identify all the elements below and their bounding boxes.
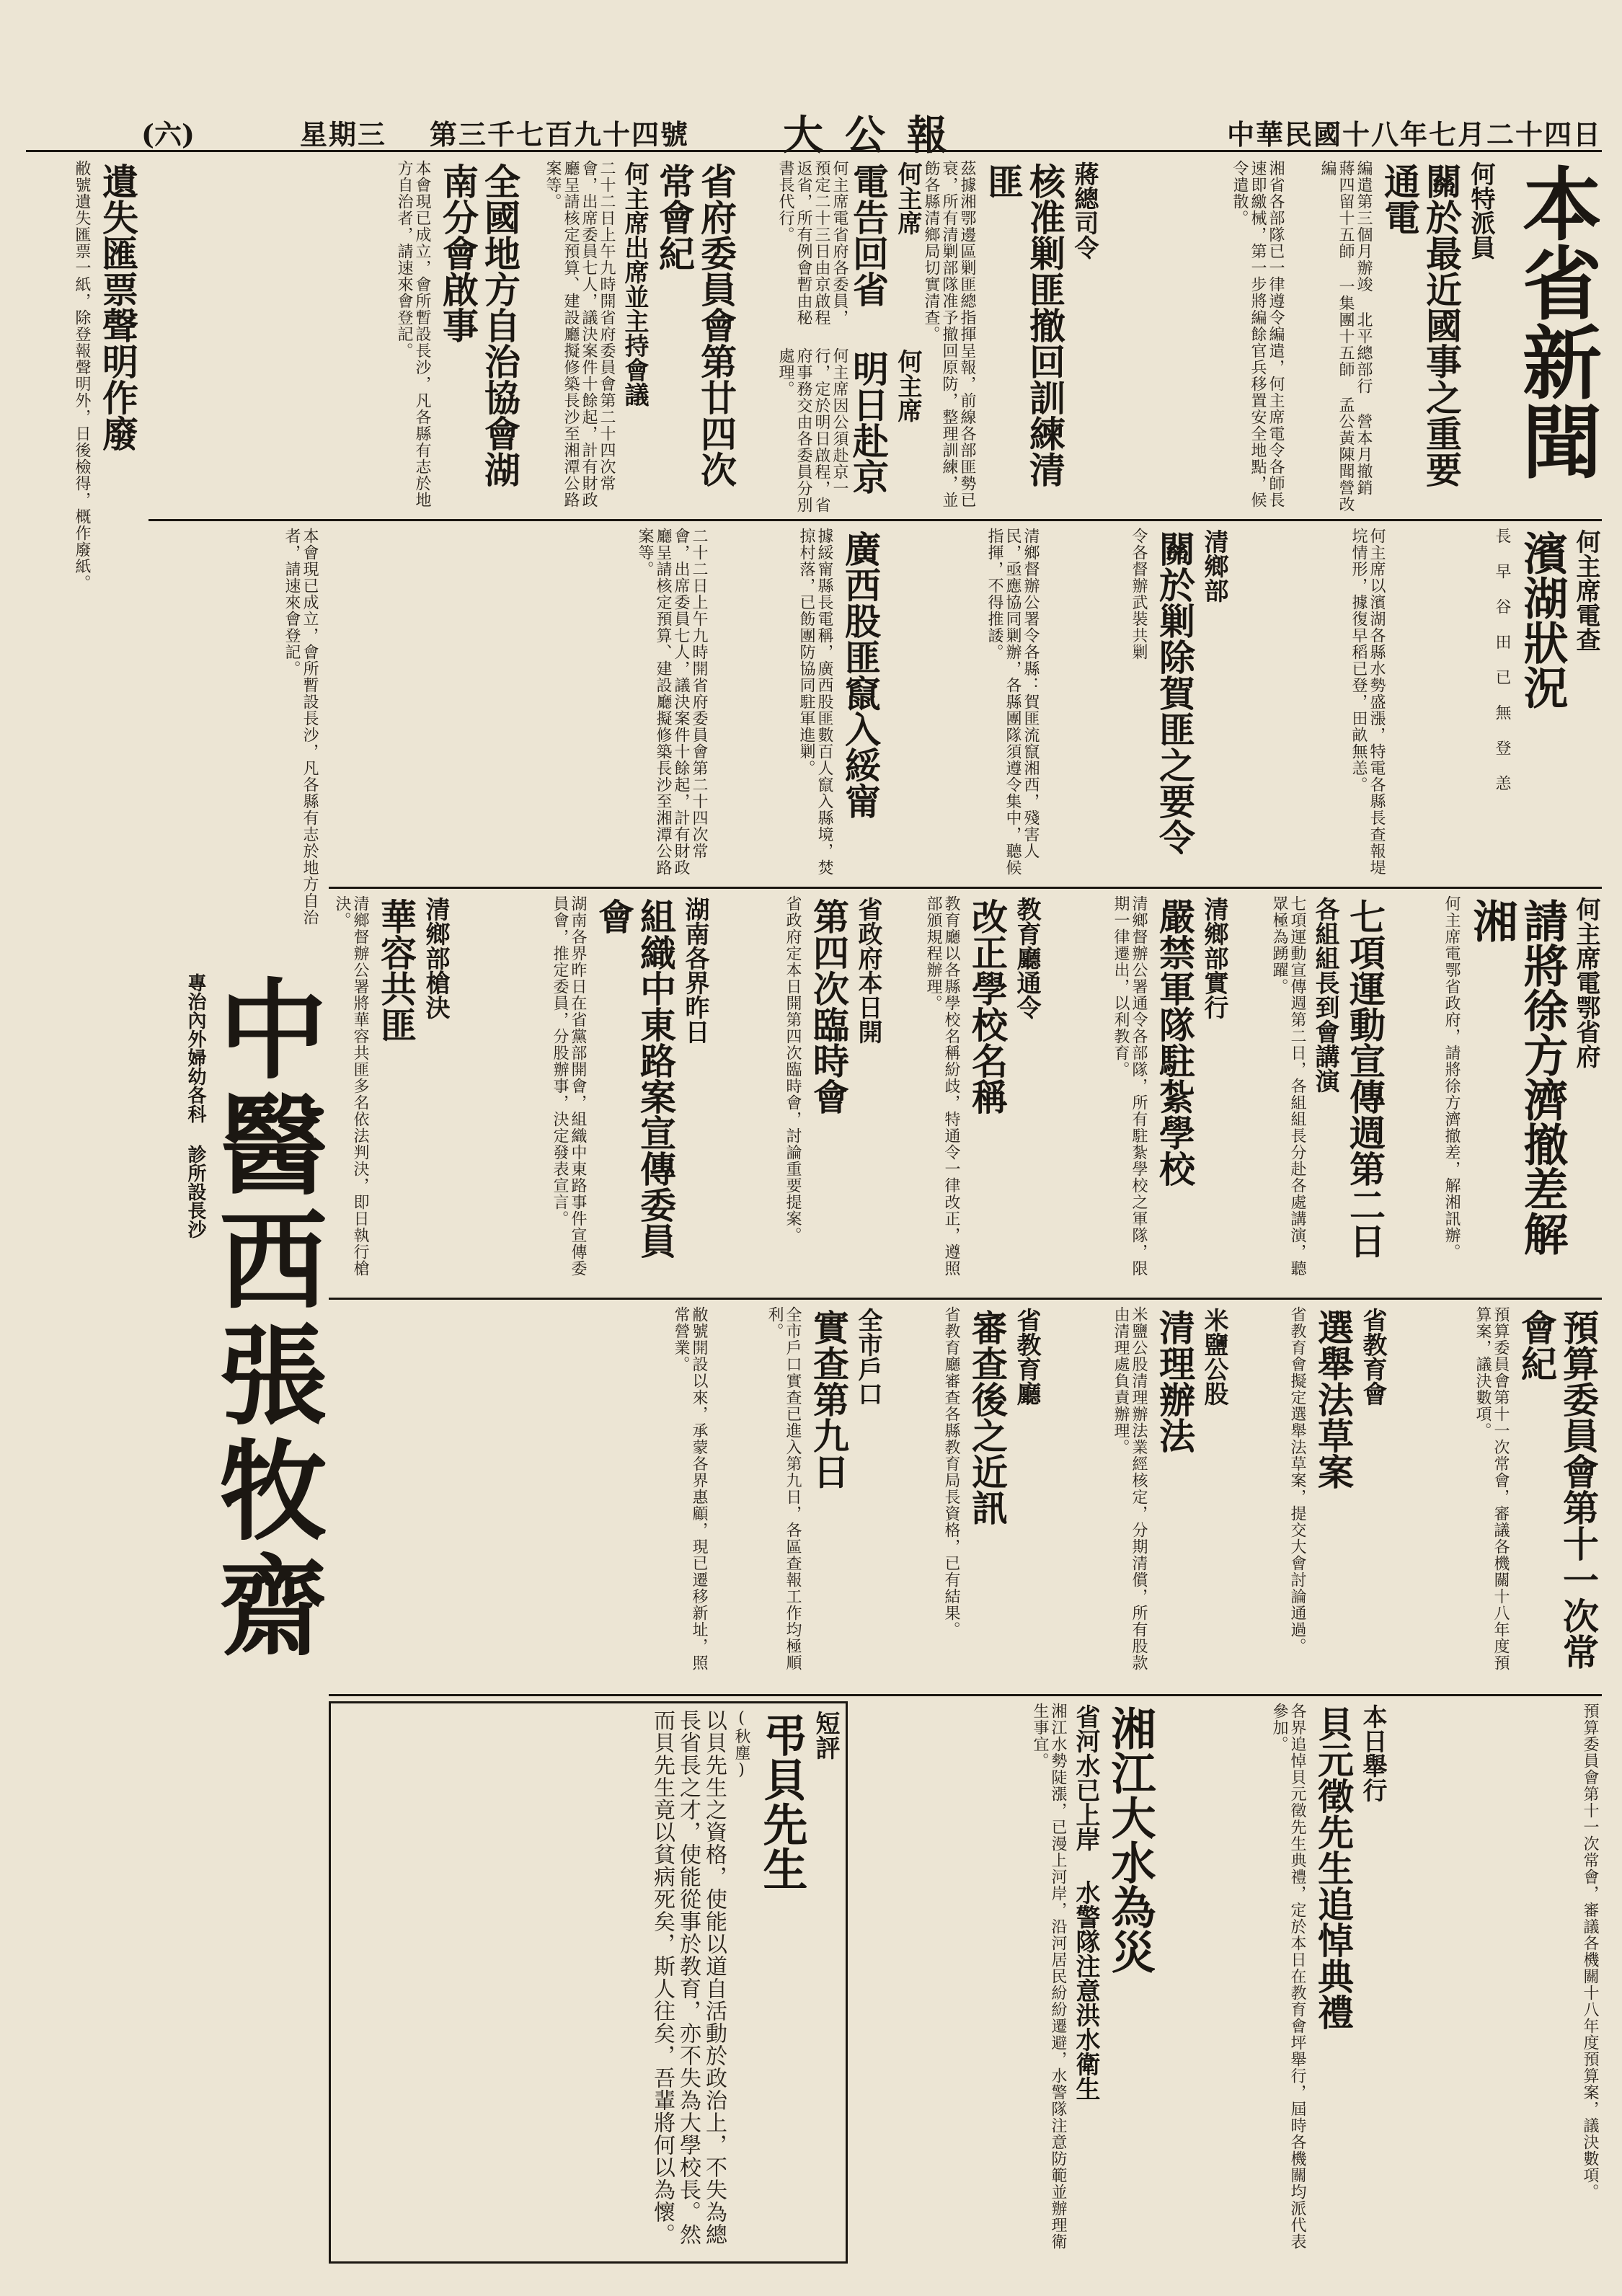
kicker: 省教育廳 — [1012, 1308, 1041, 1406]
article-ad-notice — [329, 1305, 711, 1687]
body: 湘省各部隊已一律遵令編遣，何主席電令各師長速即繳械，第一步將編餘官兵移置安全地點，候令遣散。 — [1231, 160, 1285, 508]
kicker: 本日舉行 — [1358, 1704, 1387, 1802]
local-news-banner — [1504, 159, 1602, 519]
tag: 長 早 谷 田 已 無 登 恙 — [1493, 528, 1511, 792]
kicker: 全市戶口 — [854, 1308, 882, 1406]
body: 全市戶口實查已進入第九日，各區查報工作均極順利。 — [766, 1306, 802, 1671]
body: 清鄉督辦公署將華容共匪多名依法判決，即日執行槍決。 — [333, 895, 369, 1277]
headline: 實查第九日 — [807, 1309, 850, 1489]
article-fuzhou — [149, 159, 523, 519]
headline: 濱湖狀況 — [1516, 531, 1569, 709]
article-he-jing — [847, 346, 923, 519]
kicker: 蔣總司令 — [1070, 161, 1099, 260]
article-mishang — [1050, 1305, 1230, 1687]
body: 省政府定本日開第四次臨時會，討論重要提案。 — [784, 895, 802, 1244]
article-qingxiang — [1050, 526, 1230, 879]
headline: 明日赴京 — [847, 350, 890, 495]
ad-doctor — [26, 973, 327, 2264]
issue-date: 中華民國十八年七月二十四日 — [1226, 118, 1602, 151]
body: 何主席因公須赴京一行，定於明日啟程，省府事務交由各委員分別處理。 — [776, 347, 848, 513]
body: 何主席以濱湖各縣水勢盛漲，特電各縣長查報堤垸情形，據復早稻已登，田畝無恙。 — [1350, 528, 1386, 876]
row-divider — [329, 887, 1602, 889]
tag: 各組組長到會講演 — [1311, 897, 1339, 1093]
body: 預算委員會第十一次常會，審議各機關十八年度預算案，議決數項。 — [1581, 1703, 1599, 2200]
article-council — [531, 159, 740, 519]
article-hukou — [718, 1305, 884, 1687]
issue-number: 第三千七百九十四號 — [430, 118, 690, 151]
author: (秋塵) — [732, 1709, 750, 1780]
article-fuzhou-side — [149, 526, 322, 959]
article-huarong — [329, 894, 451, 1290]
body: 茲據湘鄂邊區剿匪總指揮呈報，前線各部匪勢已衰，所有清剿部隊准予撤回原防，整理訓練，並飭各縣清鄉局切實清查。 — [922, 160, 976, 508]
headline: 第四次臨時會 — [807, 898, 850, 1114]
headline: 清理辦法 — [1153, 1309, 1196, 1453]
headline: 省府委員會第廿四次常會紀 — [653, 163, 737, 487]
article-he-return — [847, 159, 923, 339]
headline: 電告回省 — [847, 163, 890, 307]
body: 以貝先生之資格，使能以道自活動於政治上，不失為總長省長之才，使能從事於教育，亦不失為大學校長。然而貝先生竟以貧病死矣，斯人往矣，吾輩將何以為懷。 — [650, 1709, 727, 2246]
headline: 選舉法草案 — [1312, 1309, 1355, 1489]
body: 各界追悼貝元徵先生典禮，定於本日在教育會坪舉行，屆時各機關均派代表參加。 — [1270, 1703, 1306, 2250]
headline: 廣西股匪竄入綏甯 — [839, 531, 882, 819]
row-divider — [329, 1694, 1602, 1696]
article-jiangjun — [1396, 894, 1602, 1290]
body: 何主席電省府各委員，預定二十三日由京啟程返省，所有例會暫由秘書長代行。 — [776, 160, 848, 326]
article-linshi — [718, 894, 884, 1290]
body: 何主席電鄂省政府，請將徐方濟撤差，解湘訊辦。 — [1442, 895, 1461, 1260]
column-tag: 短評 — [811, 1711, 840, 1760]
kicker: 何特派員 — [1466, 161, 1495, 260]
body: 教育廳以各縣學校名稱紛歧，特通令一律改正，遵照部頒規程辦理。 — [924, 895, 960, 1277]
kicker: 何主席電查 — [1572, 529, 1600, 652]
headline: 預算委員會第十一次常會紀 — [1515, 1309, 1600, 1670]
article-xuanju — [1237, 1305, 1388, 1687]
kicker: 湖南各界昨日 — [681, 897, 709, 1044]
headline: 關於最近國事之重要通電 — [1378, 163, 1463, 487]
article-jiaoyu — [891, 894, 1042, 1290]
body: 據綏甯縣長電稱，廣西股匪數百人竄入縣境，焚掠村落，已飭團防協同駐軍進剿。 — [797, 528, 833, 876]
body: 敝號遺失匯票一紙，除登報聲明外，日後檢得，概作廢紙。 — [73, 160, 91, 591]
row-divider — [329, 1298, 1602, 1300]
banner-title: 本省新聞 — [1510, 163, 1603, 480]
article-fuzhou-cont — [329, 526, 711, 879]
headline: 審查後之近訊 — [966, 1309, 1009, 1525]
kicker: 米鹽公股 — [1200, 1308, 1228, 1406]
article-zhongdong — [458, 894, 711, 1290]
paper-title: 大公報 — [783, 112, 969, 159]
headline: 關於剿除賀匪之要令 — [1153, 531, 1196, 855]
body: 敝號開設以來，承蒙各界惠顧，現已遷移新址，照常營業。 — [672, 1306, 708, 1671]
notice-lost-draft — [26, 159, 141, 966]
body: 湖南各界昨日在省黨部開會，組織中東路事件宣傳委員會，推定委員，分股辦事，決定發表宣言。 — [551, 895, 587, 1277]
headline: 請將徐方濟撤差解湘 — [1466, 898, 1569, 1256]
kicker: 省政府本日開 — [854, 897, 882, 1044]
body: 米鹽公股清理辦法業經核定，分期清償，所有股款由清理處負責辦理。 — [1112, 1306, 1148, 1671]
body: 清鄉督辦公署令各縣：賀匪流竄湘西，殘害人民，亟應協同剿辦，各縣團隊須遵令集中，聽候指揮，不得推諉。 — [985, 528, 1040, 876]
ad-body: 專治內外婦幼各科 診所設長沙 — [185, 973, 206, 1238]
column-duanping — [329, 1701, 848, 2264]
article-dongting-body — [1237, 526, 1388, 879]
weekday: 星期三 — [300, 118, 387, 151]
body: 預算委員會第十一次常會，審議各機關十八年度預算案，議決數項。 — [1473, 1306, 1510, 1671]
article-he-return-body — [747, 159, 851, 339]
headline: 嚴禁軍隊駐紮學校 — [1153, 898, 1196, 1187]
article-yanjin — [1050, 894, 1230, 1290]
kicker: 清鄉部槍決 — [421, 897, 450, 1019]
headline: 遺失匯票聲明作廢 — [97, 163, 139, 451]
headline: 組織中東路案宣傳委員會 — [593, 898, 677, 1259]
body: 本會現已成立，會所暫設長沙，凡各縣有志於地方自治者，請速來會登記。 — [283, 528, 319, 926]
newspaper-page — [26, 108, 1602, 2269]
headline: 貝元徵先生追悼典禮 — [1312, 1706, 1355, 2030]
article-jiancha — [891, 1305, 1042, 1687]
headline: 湘江大水為災 — [1104, 1706, 1156, 1974]
headline: 華容共匪 — [375, 898, 417, 1042]
body: 二十二日上午九時開省府委員會第二十四次常會，出席委員七人，議決案件十餘起，計有財政廳呈請核定預算、建設廳擬修築長沙至湘潭公路案等。 — [544, 160, 616, 508]
article-he-tongdian — [1295, 159, 1497, 519]
article-beiyuan — [1165, 1701, 1388, 2264]
row-divider — [149, 519, 1602, 521]
article-guangxi — [718, 526, 884, 879]
article-jiang-zong — [922, 159, 1100, 519]
headline: 全國地方自治協會湖南分會啟事 — [437, 163, 521, 487]
subhead: 何主席出席並主持會議 — [620, 161, 649, 407]
article-dongting — [1396, 526, 1602, 879]
kicker: 何主席電鄂省府 — [1572, 897, 1600, 1068]
article-he-jing-body — [747, 346, 851, 519]
kicker: 教育廳通令 — [1012, 897, 1041, 1019]
kicker: 省教育會 — [1358, 1308, 1387, 1406]
article-xiangjiang — [855, 1701, 1158, 2264]
headline: 七項運動宣傳週第二日 — [1344, 898, 1386, 1259]
article-he-tongdian-body — [1107, 159, 1288, 519]
body: 清鄉督辦公署通令各部隊，所有駐紮學校之軍隊，限期一律遷出，以利教育。 — [1112, 895, 1148, 1277]
page-number: (六) — [141, 118, 195, 151]
body: 湘江水勢陡漲，已漫上河岸，沿河居民紛紛遷避，水警隊注意防範並辦理衛生事宜。 — [1031, 1703, 1067, 2250]
body: 二十二日上午九時開省府委員會第二十四次常會，出席委員七人，議決案件十餘起，計有財政廳呈請核定預算、建設廳擬修築長沙至湘潭公路案等。 — [636, 528, 708, 876]
body: 省教育廳審查各縣教育局長資格，已有結果。 — [942, 1306, 960, 1638]
headline: 核准剿匪撤回訓練清匪 — [982, 163, 1066, 487]
kicker: 何主席 — [893, 161, 922, 235]
article-yusuan-2 — [1396, 1701, 1602, 2264]
ad-headline: 中醫西張牧齋 — [200, 973, 327, 1665]
subhead: 編遣第三個月辦竣 北平總部行 營本月撤銷 蔣四留十五師 一集團十五師 孟公黃陳聞營改編 — [1319, 160, 1373, 513]
kicker: 清鄉部實行 — [1200, 897, 1228, 1019]
subhead: 省河水已上岸 水警隊注意洪水衛生 — [1071, 1704, 1100, 2101]
kicker: 何主席 — [893, 349, 922, 422]
body: 本會現已成立，會所暫設長沙，凡各縣有志於地方自治者，請速來會登記。 — [395, 160, 431, 508]
kicker: 清鄉部 — [1200, 529, 1228, 603]
article-qingxiang-body — [891, 526, 1042, 879]
body: 省教育會擬定選舉法草案，提交大會討論通過。 — [1288, 1306, 1306, 1654]
headline: 弔貝先生 — [755, 1712, 808, 1891]
article-qixiang — [1237, 894, 1388, 1290]
article-yusuan — [1396, 1305, 1602, 1687]
body: 七項運動宣傳週第二日，各組組長分赴各處講演，聽眾極為踴躍。 — [1270, 895, 1306, 1277]
subhead: 令各督辦武裝共剿 — [1130, 528, 1148, 660]
headline: 改正學校名稱 — [966, 898, 1009, 1114]
